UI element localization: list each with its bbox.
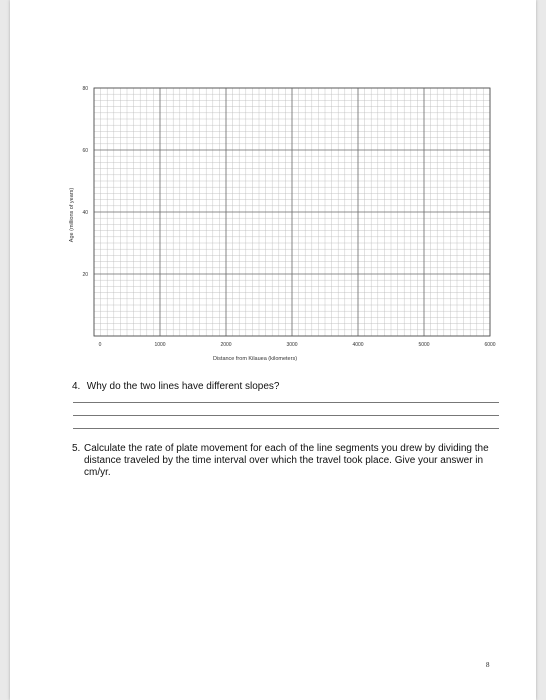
answer-line-3[interactable]: [73, 428, 499, 429]
answer-line-2[interactable]: [73, 415, 499, 416]
x-tick-label: 2000: [220, 342, 232, 348]
x-tick-label: 6000: [484, 342, 496, 348]
answer-line-1[interactable]: [73, 402, 499, 403]
question-4-text: Why do the two lines have different slopes?: [86, 381, 280, 392]
x-tick-label: 1000: [154, 342, 166, 348]
question-4: [72, 381, 512, 393]
y-tick-label: 80: [82, 86, 88, 92]
y-axis-title: Age (millions of years): [69, 187, 75, 243]
question-5-text: Calculate the rate of plate movement for each of the line segments you drew by dividing the distance traveled by the time interval over which the travel took place. Give your answer in cm/yr.: [84, 443, 489, 478]
y-tick-label: 20: [82, 272, 88, 278]
graph-area: [10, 0, 536, 380]
question-5: [72, 443, 512, 479]
y-tick-label: 60: [82, 148, 88, 154]
blank-graph-grid: [10, 0, 536, 380]
x-tick-label: 0: [98, 342, 102, 348]
x-axis-title: Distance from Kilauea (kilometers): [212, 356, 298, 362]
question-4-number: 4.: [72, 381, 81, 392]
x-tick-label: 3000: [286, 342, 298, 348]
y-tick-label: 40: [82, 210, 88, 216]
page-number: 8: [486, 661, 490, 669]
question-5-number: 5.: [72, 443, 81, 454]
x-tick-label: 4000: [352, 342, 364, 348]
x-tick-label: 5000: [418, 342, 430, 348]
worksheet-page: [10, 0, 536, 700]
